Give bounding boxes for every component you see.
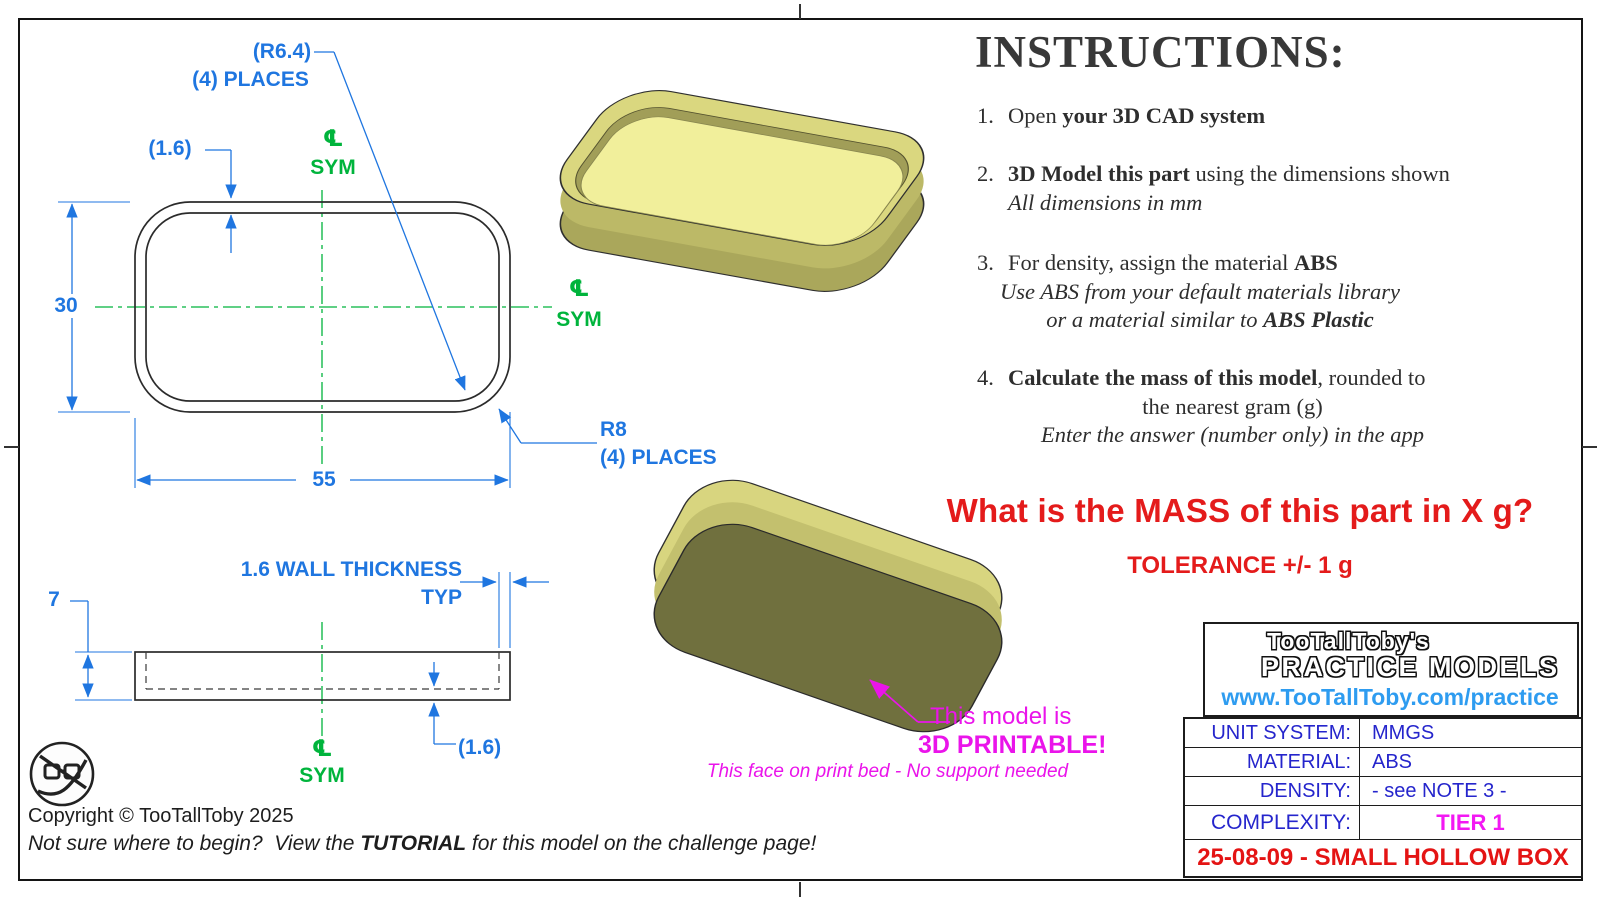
instruction-item-2-note: All dimensions in mm	[1008, 190, 1203, 215]
instruction-item-4-note: Enter the answer (number only) in the app	[1040, 422, 1425, 447]
printable-note-line1: This model is	[930, 703, 1072, 730]
material-label: MATERIAL:	[1185, 748, 1360, 776]
dim-height-7: 7	[48, 588, 60, 611]
toby-glasses-logo-icon	[31, 743, 93, 805]
dim-wall-thickness-typ: TYP	[421, 586, 462, 609]
dim-height-30: 30	[40, 294, 92, 318]
dim-outer-radius: R8	[600, 418, 627, 441]
render-top-iso	[541, 83, 944, 299]
dim-wall-thickness-note: 1.6 WALL THICKNESS	[240, 558, 462, 581]
unit-system-label: UNIT SYSTEM:	[1185, 719, 1360, 747]
tolerance-note: TOLERANCE +/- 1 g	[1127, 552, 1353, 579]
brand-url: www.TooTallToby.com/practice	[1221, 684, 1559, 710]
mass-question: What is the MASS of this part in X g?	[946, 492, 1534, 529]
tutorial-hint: Not sure where to begin? View the TUTORIAL for this model on the challenge page!	[28, 832, 817, 855]
printable-note-line3: This face on print bed - No support needed	[706, 761, 1069, 782]
table-row-complexity	[1185, 806, 1581, 840]
centerline-symbol-top: ℄	[322, 126, 344, 152]
dim-floor-thickness: (1.6)	[458, 736, 502, 759]
brand-practice-models: PRACTICE MODELS	[1261, 652, 1560, 682]
item-3-number: 3.	[977, 250, 994, 275]
title-block-table	[1183, 717, 1583, 878]
sym-label-top: SYM	[310, 156, 356, 179]
dim-wall-top-view: (1.6)	[148, 137, 192, 160]
centerline-symbol-right: ℄	[568, 276, 590, 302]
sym-label-bottom: SYM	[299, 764, 345, 787]
density-label: DENSITY:	[1185, 777, 1360, 805]
item-1-number: 1.	[977, 103, 994, 128]
instruction-item-3-note2: or a material similar to ABS Plastic	[1046, 307, 1374, 332]
table-row-material	[1185, 748, 1581, 777]
brand-logo-box	[1203, 622, 1579, 717]
copyright-text: Copyright © TooTallToby 2025	[28, 805, 294, 827]
centerlines	[95, 190, 552, 741]
item-2-number: 2.	[977, 161, 994, 186]
table-row-unit-system	[1185, 719, 1581, 748]
instruction-item-3: 3. For density, assign the material ABS	[977, 250, 1338, 275]
complexity-label: COMPLEXITY:	[1185, 806, 1360, 839]
table-row-density	[1185, 777, 1581, 806]
instruction-item-4-line2: the nearest gram (g)	[1142, 394, 1323, 419]
sym-label-right: SYM	[556, 308, 602, 331]
instruction-item-3-note1: Use ABS from your default materials library	[1000, 279, 1400, 304]
unit-system-value: MMGS	[1372, 721, 1435, 744]
instruction-item-2: 2. 3D Model this part using the dimensions shown	[977, 161, 1450, 186]
instructions-heading: INSTRUCTIONS:	[975, 27, 1346, 77]
instruction-item-1: 1. Open your 3D CAD system	[977, 103, 1266, 128]
dim-outer-radius-places: (4) PLACES	[600, 446, 717, 469]
material-value: ABS	[1372, 750, 1413, 773]
complexity-value: TIER 1	[1436, 809, 1505, 835]
dim-width-55: 55	[298, 468, 350, 492]
instruction-item-4: 4. Calculate the mass of this model, rounded to	[977, 365, 1426, 390]
dim-inner-radius: (R6.4)	[252, 40, 312, 63]
dim-inner-radius-places: (4) PLACES	[192, 68, 309, 91]
printable-note-line2: 3D PRINTABLE!	[918, 731, 1107, 759]
item-4-number: 4.	[977, 365, 994, 390]
centerline-symbol-bottom: ℄	[311, 736, 333, 762]
extension-lines	[58, 202, 510, 700]
part-title: 25-08-09 - SMALL HOLLOW BOX	[1197, 844, 1569, 871]
brand-name: TooTallToby's	[1267, 628, 1430, 654]
density-value: - see NOTE 3 -	[1372, 779, 1507, 802]
